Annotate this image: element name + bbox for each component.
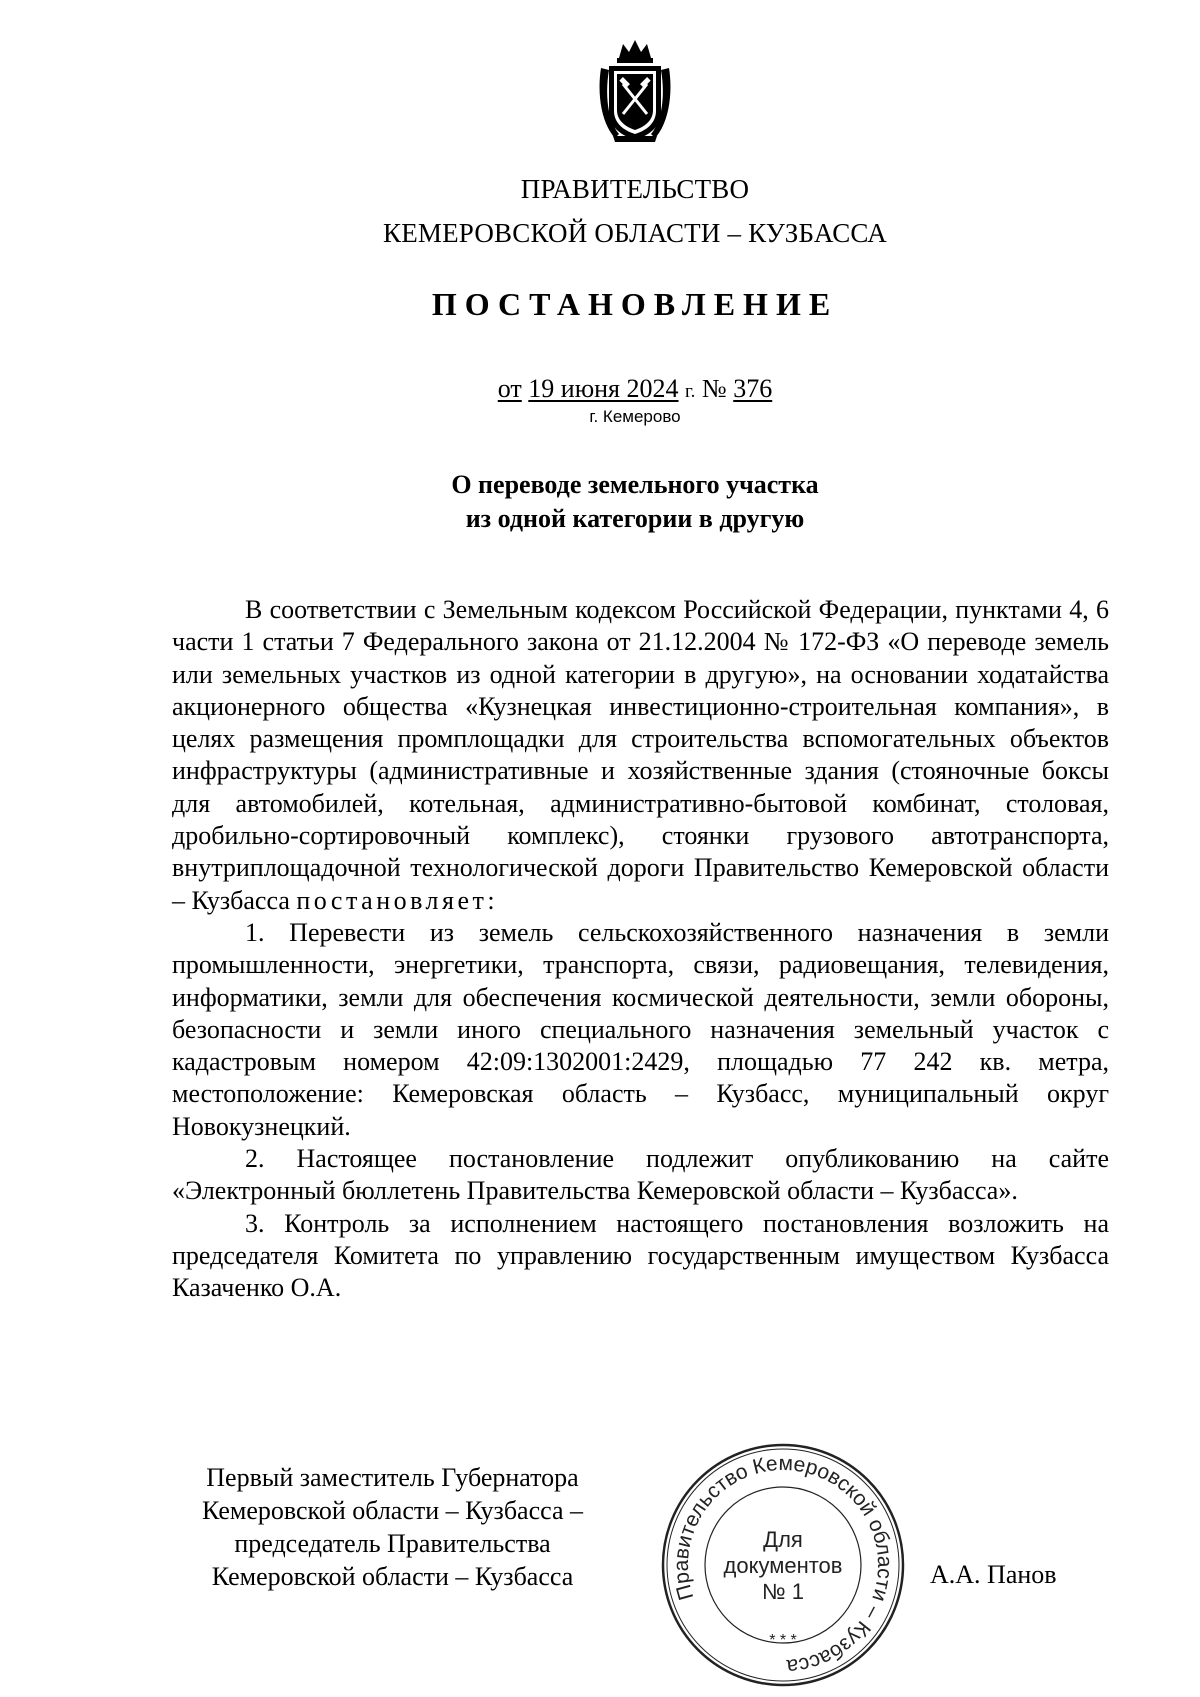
document-type: ПОСТАНОВЛЕНИЕ: [431, 286, 839, 322]
number-sign: №: [701, 374, 727, 403]
document-date: 19 июня 2024: [528, 374, 679, 403]
stamp-stars: * * *: [769, 1632, 797, 1649]
org-name-line1: ПРАВИТЕЛЬСТВО: [520, 174, 750, 204]
preamble-text: В соответствии с Земельным кодексом Российской Федерации, пунктами 4, 6 части 1 статьи 7 Федерального закона от 21.12.2004 № 172-ФЗ «О переводе земель или земельных участков из одной категории в другую», на основании ходатайства акционерного общества «Кузнецкая инвестиционно-строительная компания», в целях размещения промплощадки для строительства вспомогательных объектов инфраструктуры (административные и хозяйственные здания (стояночные боксы для автомобилей, котельная, административно-бытовой комбинат, столовая, дробильно-сортировочный комплекс), стоянки грузового автотранспорта, внутриплощадочной технологической дороги Правительство Кемеровской области – Кузбасса: [172, 595, 1109, 915]
position-line2: Кемеровской области – Кузбасса –: [201, 1496, 584, 1525]
position-line4: Кемеровской области – Кузбасса: [211, 1562, 574, 1591]
position-line1: Первый заместитель Губернатора: [206, 1463, 579, 1492]
title-line2: из одной категории в другую: [465, 504, 805, 533]
document-city: г. Кемерово: [589, 407, 681, 426]
stamp-center-line1: Для: [763, 1527, 803, 1552]
title-line1: О переводе земельного участка: [451, 470, 819, 499]
year-suffix: г.: [685, 381, 696, 402]
official-stamp: [658, 1440, 908, 1690]
document-title: [0, 468, 1200, 536]
document-body: [172, 594, 1109, 1305]
date-prefix: от: [497, 374, 522, 403]
stamp-center-line2: документов: [723, 1553, 843, 1578]
coat-of-arms-icon: [595, 38, 675, 146]
org-name-line2: КЕМЕРОВСКОЙ ОБЛАСТИ – КУЗБАССА: [383, 218, 887, 248]
item-2-paragraph: 2. Настоящее постановление подлежит опубликованию на сайте «Электронный бюллетень Правительства Кемеровской области – Кузбасса».: [172, 1144, 1109, 1206]
document-number: 376: [733, 374, 773, 403]
stamp-ring-text: Правительство Кемеровской области – Кузбасса: [669, 1451, 897, 1679]
item-3-paragraph: 3. Контроль за исполнением настоящего постановления возложить на председателя Комитета по управлению государственным имуществом Кузбасса Казаченко О.А.: [172, 1208, 1109, 1303]
signatory-name: А.А. Панов: [930, 1560, 1057, 1589]
stamp-center-line3: № 1: [762, 1579, 804, 1604]
item-1-paragraph: 1. Перевести из земель сельскохозяйственного назначения в земли промышленности, энергетики, транспорта, связи, радиовещания, телевидения, информатики, земли для обеспечения космической деятельности, земли обороны, безопасности и земли иного специального назначения земельный участок с кадастровым номером 42:09:1302001:2429, площадью 77 242 кв. метра, местоположение: Кемеровская область – Кузбасс, муниципальный округ Новокузнецкий.: [172, 917, 1109, 1141]
signatory-position: [150, 1461, 635, 1593]
date-number-line: [0, 374, 1200, 404]
position-line3: председатель Правительства: [234, 1529, 551, 1558]
preamble-action: постановляет:: [296, 885, 499, 915]
preamble-paragraph: [172, 594, 1109, 917]
